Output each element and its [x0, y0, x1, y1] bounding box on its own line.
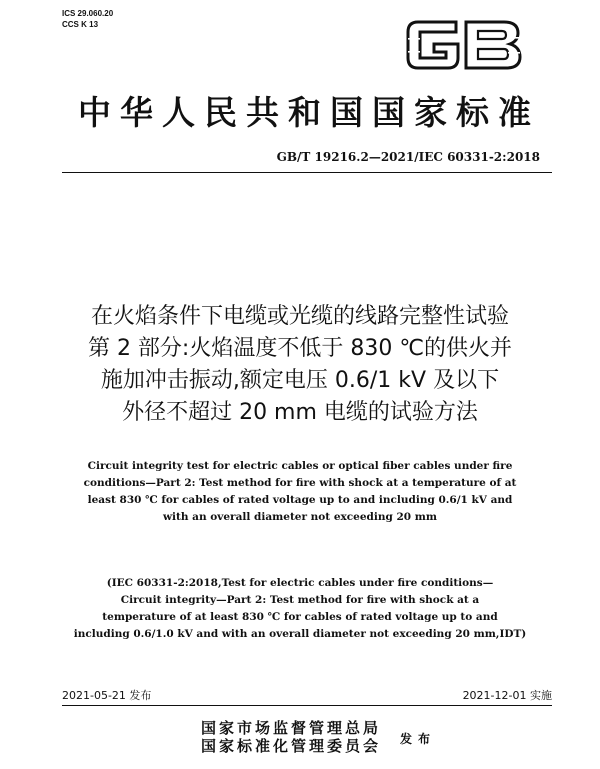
authority-sac: 国家标准化管理委员会	[201, 737, 382, 755]
issue-date: 2021-05-21 发布	[62, 689, 152, 702]
iec-reference-line-3: temperature of at least 830 ℃ for cables of rated voltage up to and	[102, 611, 498, 623]
english-title-line-4: with an overall diameter not exceeding 20 mm	[163, 511, 437, 523]
chinese-title-line-3: 施加冲击振动,额定电压 0.6/1 kV 及以下	[100, 368, 500, 393]
standard-number: GB/T 19216.2—2021/IEC 60331-2:2018	[276, 150, 540, 164]
classification-codes	[62, 8, 113, 30]
iec-reference-line-1: (IEC 60331-2:2018,Test for electric cables under fire conditions—	[106, 577, 494, 589]
implementation-date: 2021-12-01 实施	[462, 689, 552, 702]
authority-samr: 国家市场监督管理总局	[201, 719, 382, 737]
ics-code: ICS 29.060.20	[62, 9, 114, 18]
iec-reference-line-4: including 0.6/1.0 kV and with an overall diameter not exceeding 20 mm,IDT)	[73, 628, 527, 640]
english-title-line-2: conditions—Part 2: Test method for fire with shock at a temperature of at	[83, 477, 517, 489]
bottom-divider	[62, 705, 552, 706]
national-standard-title: 中华人民共和国国家标准	[78, 93, 540, 132]
english-title-line-3: least 830 ℃ for cables of rated voltage up to and including 0.6/1 kV and	[87, 494, 513, 506]
top-divider	[62, 172, 552, 173]
chinese-title-line-2: 第 2 部分:火焰温度不低于 830 ℃的供火并	[87, 336, 513, 361]
chinese-title	[40, 301, 560, 429]
chinese-title-line-4: 外径不超过 20 mm 电缆的试验方法	[122, 400, 478, 425]
ccs-code: CCS K 13	[62, 20, 99, 29]
english-title	[60, 458, 540, 526]
iec-reference	[50, 575, 550, 643]
english-title-line-1: Circuit integrity test for electric cables or optical fiber cables under fire	[87, 460, 513, 472]
gb-logo	[404, 14, 524, 76]
chinese-title-line-1: 在火焰条件下电缆或光缆的线路完整性试验	[90, 304, 509, 329]
issuing-authorities	[201, 719, 381, 755]
publish-label: 发布	[400, 732, 437, 746]
iec-reference-line-2: Circuit integrity—Part 2: Test method for fire with shock at a	[120, 594, 480, 606]
